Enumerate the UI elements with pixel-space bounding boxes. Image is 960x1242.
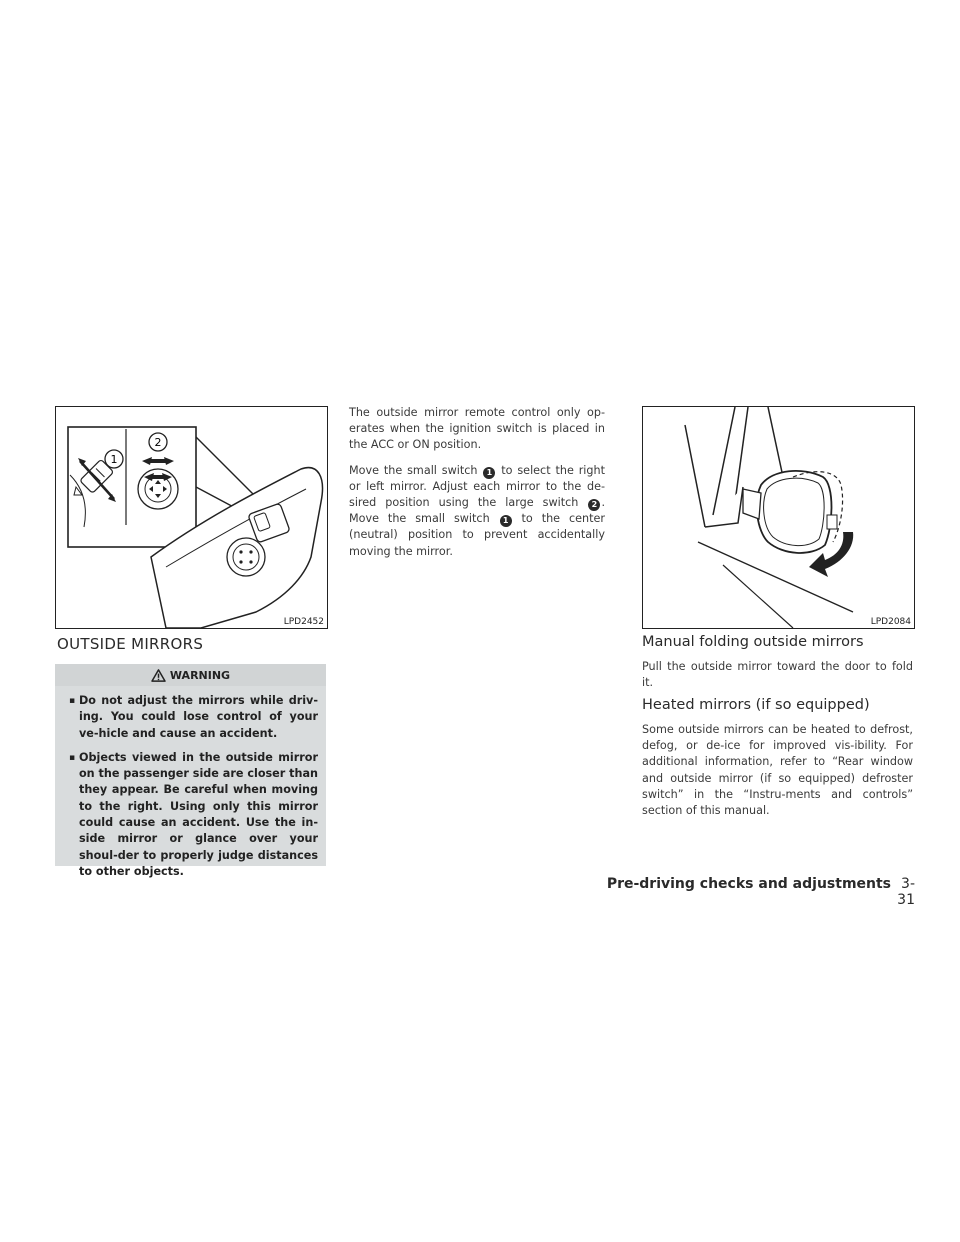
warning-item: ▪ Objects viewed in the outside mirror on the passenger side are closer than they appear. Be careful when moving to the right. Using only this mirror could cause an accident. Use the in-side mirror or glance over your shoul-der to properly judge distances to other objects. [69,750,318,880]
mirror-switch-figure [55,406,328,629]
warning-list [55,686,326,880]
heated-mirrors-text-block [642,722,913,819]
warning-title: WARNING [169,668,231,682]
callout-2-icon: 2 [588,499,600,511]
mirror-switch-illustration [56,407,327,628]
heated-mirrors-text: Some outside mirrors can be heated to defrost, defog, or de-ice for improved vis-ibility. For additional information, refer to “Rear window and outside mirror (if so equipped) defroster switch” in the “Instru-ments and controls” section of this manual. [642,723,913,818]
figure-code: LPD2084 [870,617,911,627]
callout-1 [105,450,123,468]
body-paragraph: The outside mirror remote control only op-erates when the ignition switch is placed in the ACC or ON position. [349,406,605,452]
body-paragraph: Move the small switch 1 to select the right or left mirror. Adjust each mirror to the de-sired position using the large switch 2 . Move the small switch 1 to the center (neutral) position to prevent accidentally moving the mirror. [349,463,606,558]
callout-2 [149,433,167,451]
warning-item: ▪ Do not adjust the mirrors while driv-ing. You could lose control of your ve-hicle and cause an accident. [69,693,318,742]
callout-1-icon: 1 [483,467,495,479]
callout-1-icon: 1 [500,515,512,527]
folding-mirror-illustration [643,407,914,628]
footer-chapter: Pre-driving checks and adjustments [606,876,892,892]
warning-triangle-icon [151,669,166,682]
manual-folding-text-block [642,659,913,691]
warning-header [55,664,326,686]
manual-folding-title: Manual folding outside mirrors [642,634,864,650]
figure-code: LPD2452 [283,617,324,627]
manual-folding-text: Pull the outside mirror toward the door to fold it. [642,660,913,690]
body-column [349,405,605,569]
folding-mirror-figure [642,406,915,629]
svg-text:1: 1 [110,453,118,466]
page-footer [590,876,915,908]
page-number: 3-31 [897,876,915,908]
warning-box [55,664,326,878]
heated-mirrors-title: Heated mirrors (if so equipped) [642,697,870,713]
svg-text:2: 2 [154,436,162,449]
section-title: OUTSIDE MIRRORS [57,635,204,653]
